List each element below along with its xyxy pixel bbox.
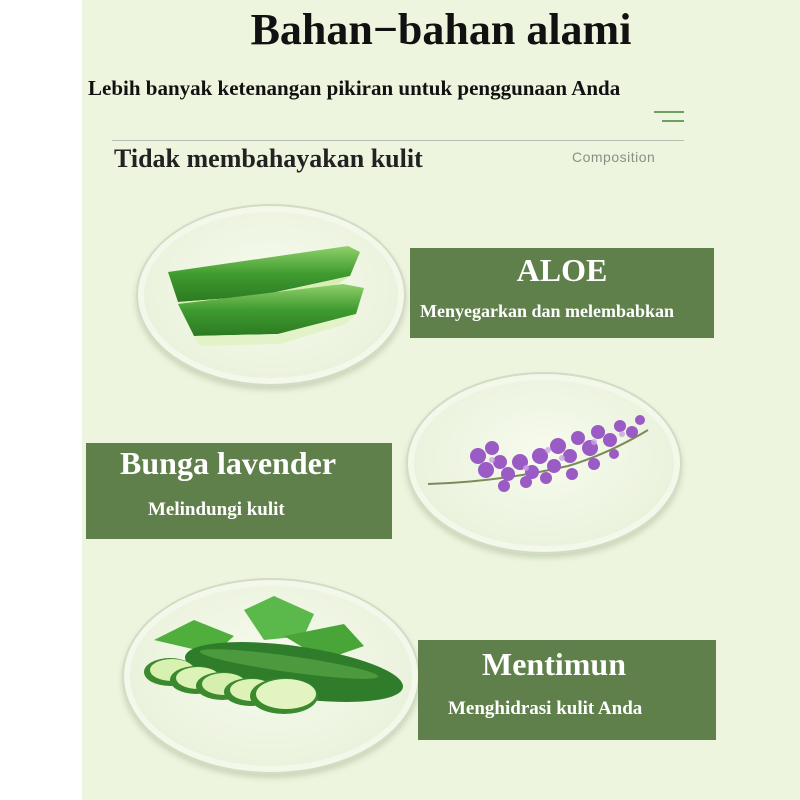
accent-line	[654, 111, 684, 113]
lavender-flower-icon	[408, 374, 680, 552]
cucumber-plate	[122, 578, 420, 774]
ingredient-description: Melindungi kulit	[148, 499, 285, 520]
divider-line	[112, 140, 684, 141]
cucumber-label-box	[418, 640, 716, 740]
aloe-label-box	[410, 248, 714, 338]
section-label: Composition	[572, 149, 656, 165]
tagline: Tidak membahayakan kulit	[114, 144, 423, 173]
ingredient-description: Menyegarkan dan melembabkan	[420, 301, 675, 321]
ingredient-name: Bunga lavender	[120, 445, 337, 481]
cucumber-icon	[124, 580, 418, 772]
accent-line	[662, 120, 684, 122]
ingredients-page	[82, 0, 800, 800]
lavender-label-box	[86, 443, 392, 539]
page-subtitle: Lebih banyak ketenangan pikiran untuk penggunaan Anda	[88, 76, 621, 100]
page-title: Bahan−bahan alami	[250, 5, 632, 54]
lavender-plate	[406, 372, 682, 554]
ingredient-description: Menghidrasi kulit Anda	[448, 698, 643, 719]
ingredient-name: ALOE	[516, 252, 608, 288]
aloe-plate	[136, 204, 406, 386]
aloe-leaf-icon	[138, 206, 404, 384]
ingredient-name: Mentimun	[482, 646, 626, 682]
